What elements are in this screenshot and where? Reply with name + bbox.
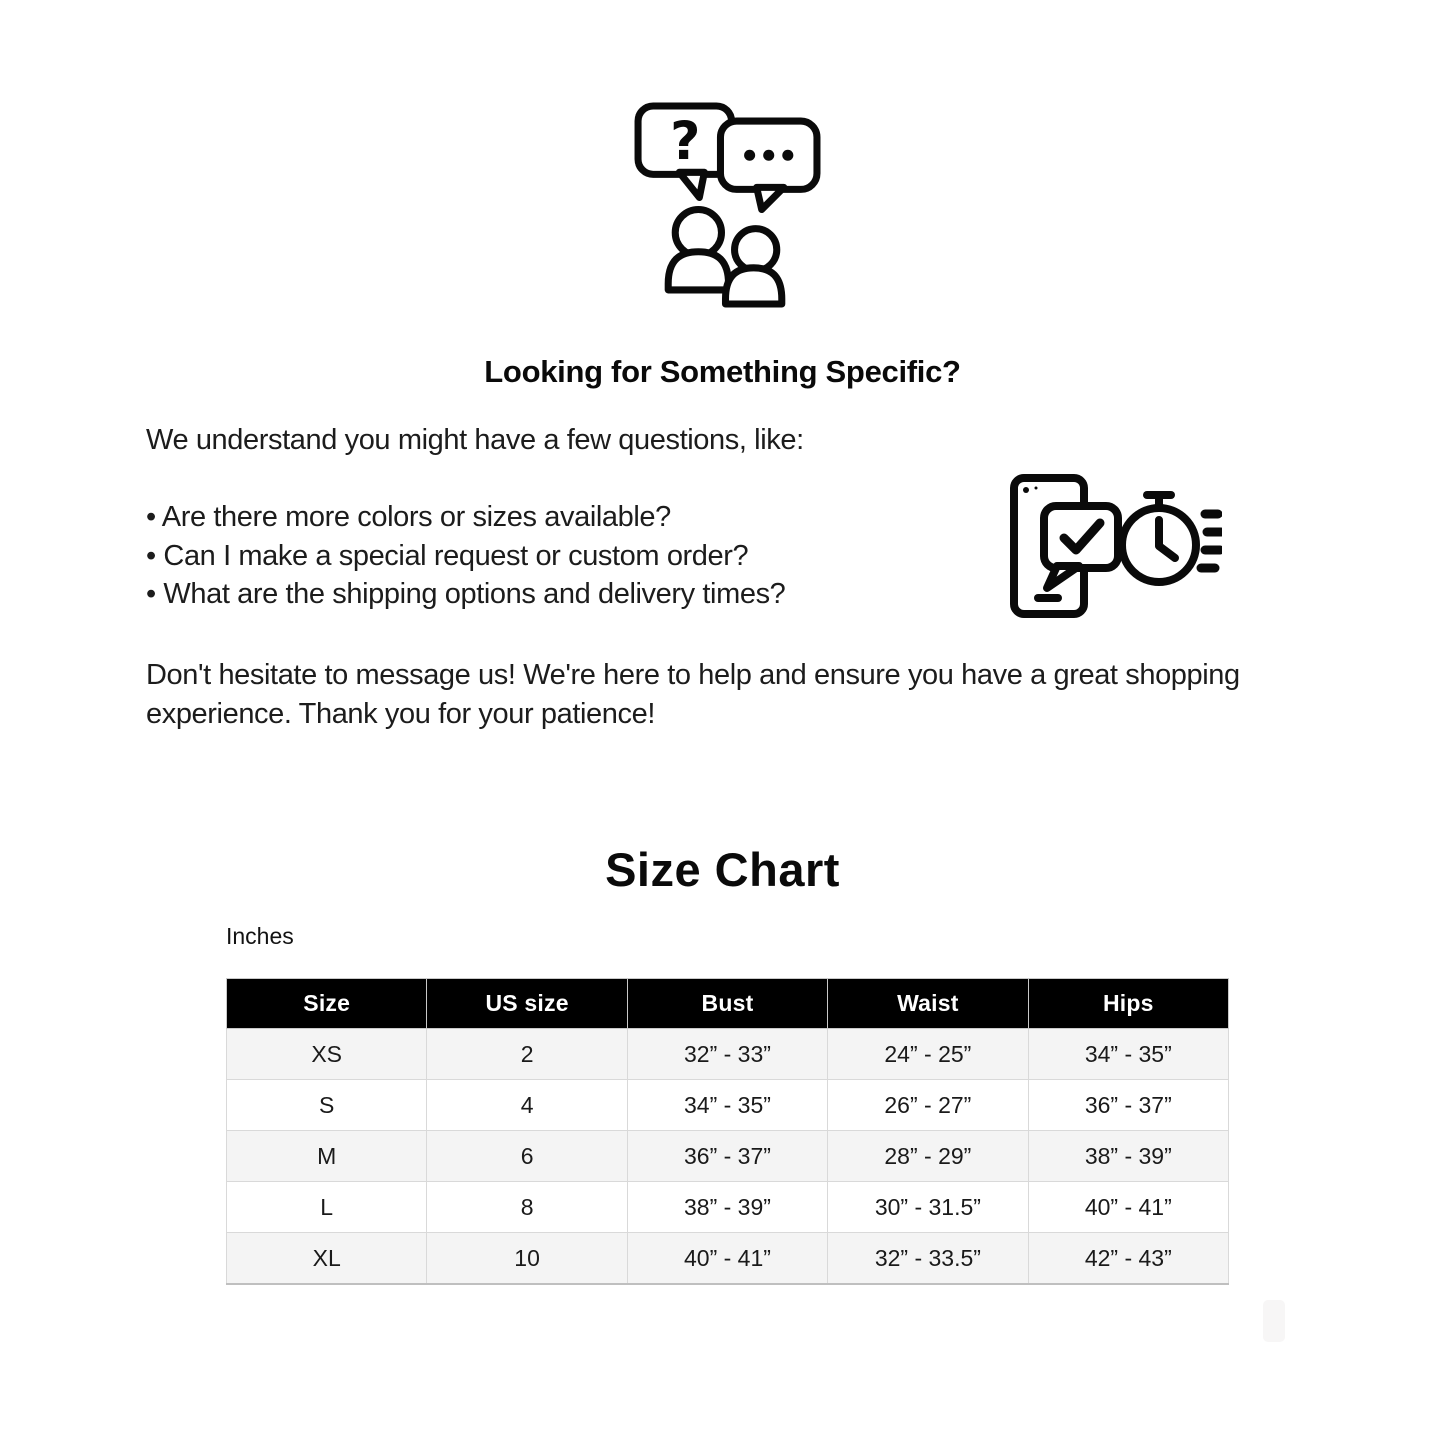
- table-cell: S: [227, 1080, 427, 1131]
- table-row-s: [227, 1080, 1229, 1131]
- question-glyph: ?: [670, 111, 701, 173]
- table-cell: L: [227, 1182, 427, 1233]
- table-cell: 40” - 41”: [1028, 1182, 1228, 1233]
- table-cell: 30” - 31.5”: [828, 1182, 1028, 1233]
- column-header-waist: Waist: [828, 979, 1028, 1029]
- table-row-m: [227, 1131, 1229, 1182]
- phone-camera-dot: [1023, 487, 1029, 493]
- table-cell: 2: [427, 1029, 627, 1080]
- table-cell: 34” - 35”: [1028, 1029, 1228, 1080]
- table-cell: 38” - 39”: [627, 1182, 827, 1233]
- table-cell: 34” - 35”: [627, 1080, 827, 1131]
- closing-text: [146, 656, 1326, 733]
- table-cell: 8: [427, 1182, 627, 1233]
- table-row-l: [227, 1182, 1229, 1233]
- column-header-hips: Hips: [1028, 979, 1228, 1029]
- question-item: • Are there more colors or sizes available?: [146, 501, 671, 533]
- question-item: • Can I make a special request or custom order?: [146, 539, 749, 572]
- intro-text: We understand you might have a few questions, like:: [146, 424, 804, 456]
- person-body: [725, 268, 781, 304]
- question-item: • What are the shipping options and delivery times?: [146, 578, 786, 611]
- table-row-xl: [227, 1233, 1229, 1285]
- ellipsis-dots: [744, 150, 793, 161]
- phone-fast-reply-icon: [1002, 466, 1222, 626]
- table-cell: 6: [427, 1131, 627, 1182]
- watermark-artifact: [1263, 1300, 1285, 1342]
- table-cell: 32” - 33.5”: [828, 1233, 1028, 1285]
- question-list: [146, 498, 785, 614]
- table-cell: XL: [227, 1233, 427, 1285]
- table-header-row: [227, 979, 1229, 1029]
- size-chart-title: Size Chart: [605, 843, 840, 896]
- column-header-bust: Bust: [627, 979, 827, 1029]
- table-cell: 32” - 33”: [627, 1029, 827, 1080]
- size-chart-table-container: [226, 978, 1229, 1285]
- table-row-xs: [227, 1029, 1229, 1080]
- reply-bubble-tail: [757, 187, 784, 209]
- table-cell: 38” - 39”: [1028, 1131, 1228, 1182]
- speed-lines: [1201, 514, 1221, 568]
- table-cell: XS: [227, 1029, 427, 1080]
- closing-line: Don't hesitate to message us! We're here to help and ensure you have a great shopping: [146, 659, 1240, 691]
- check-bubble: [1044, 506, 1118, 568]
- table-cell: 10: [427, 1233, 627, 1285]
- table-cell: 26” - 27”: [828, 1080, 1028, 1131]
- phone-speaker-dot: [1035, 487, 1038, 490]
- table-cell: 36” - 37”: [627, 1131, 827, 1182]
- table-cell: M: [227, 1131, 427, 1182]
- table-cell: 24” - 25”: [828, 1029, 1028, 1080]
- unit-label: Inches: [226, 923, 294, 949]
- table-cell: 4: [427, 1080, 627, 1131]
- page-heading: Looking for Something Specific?: [484, 354, 961, 389]
- column-header-us-size: US size: [427, 979, 627, 1029]
- table-cell: 28” - 29”: [828, 1131, 1028, 1182]
- closing-line: experience. Thank you for your patience!: [146, 697, 656, 730]
- table-cell: 42” - 43”: [1028, 1233, 1228, 1285]
- size-chart-table: [226, 978, 1229, 1285]
- question-bubble-tail: [679, 172, 704, 197]
- person-body: [668, 252, 728, 290]
- people-chat-icon: [628, 98, 824, 316]
- column-header-size: Size: [227, 979, 427, 1029]
- table-cell: 40” - 41”: [627, 1233, 827, 1285]
- table-cell: 36” - 37”: [1028, 1080, 1228, 1131]
